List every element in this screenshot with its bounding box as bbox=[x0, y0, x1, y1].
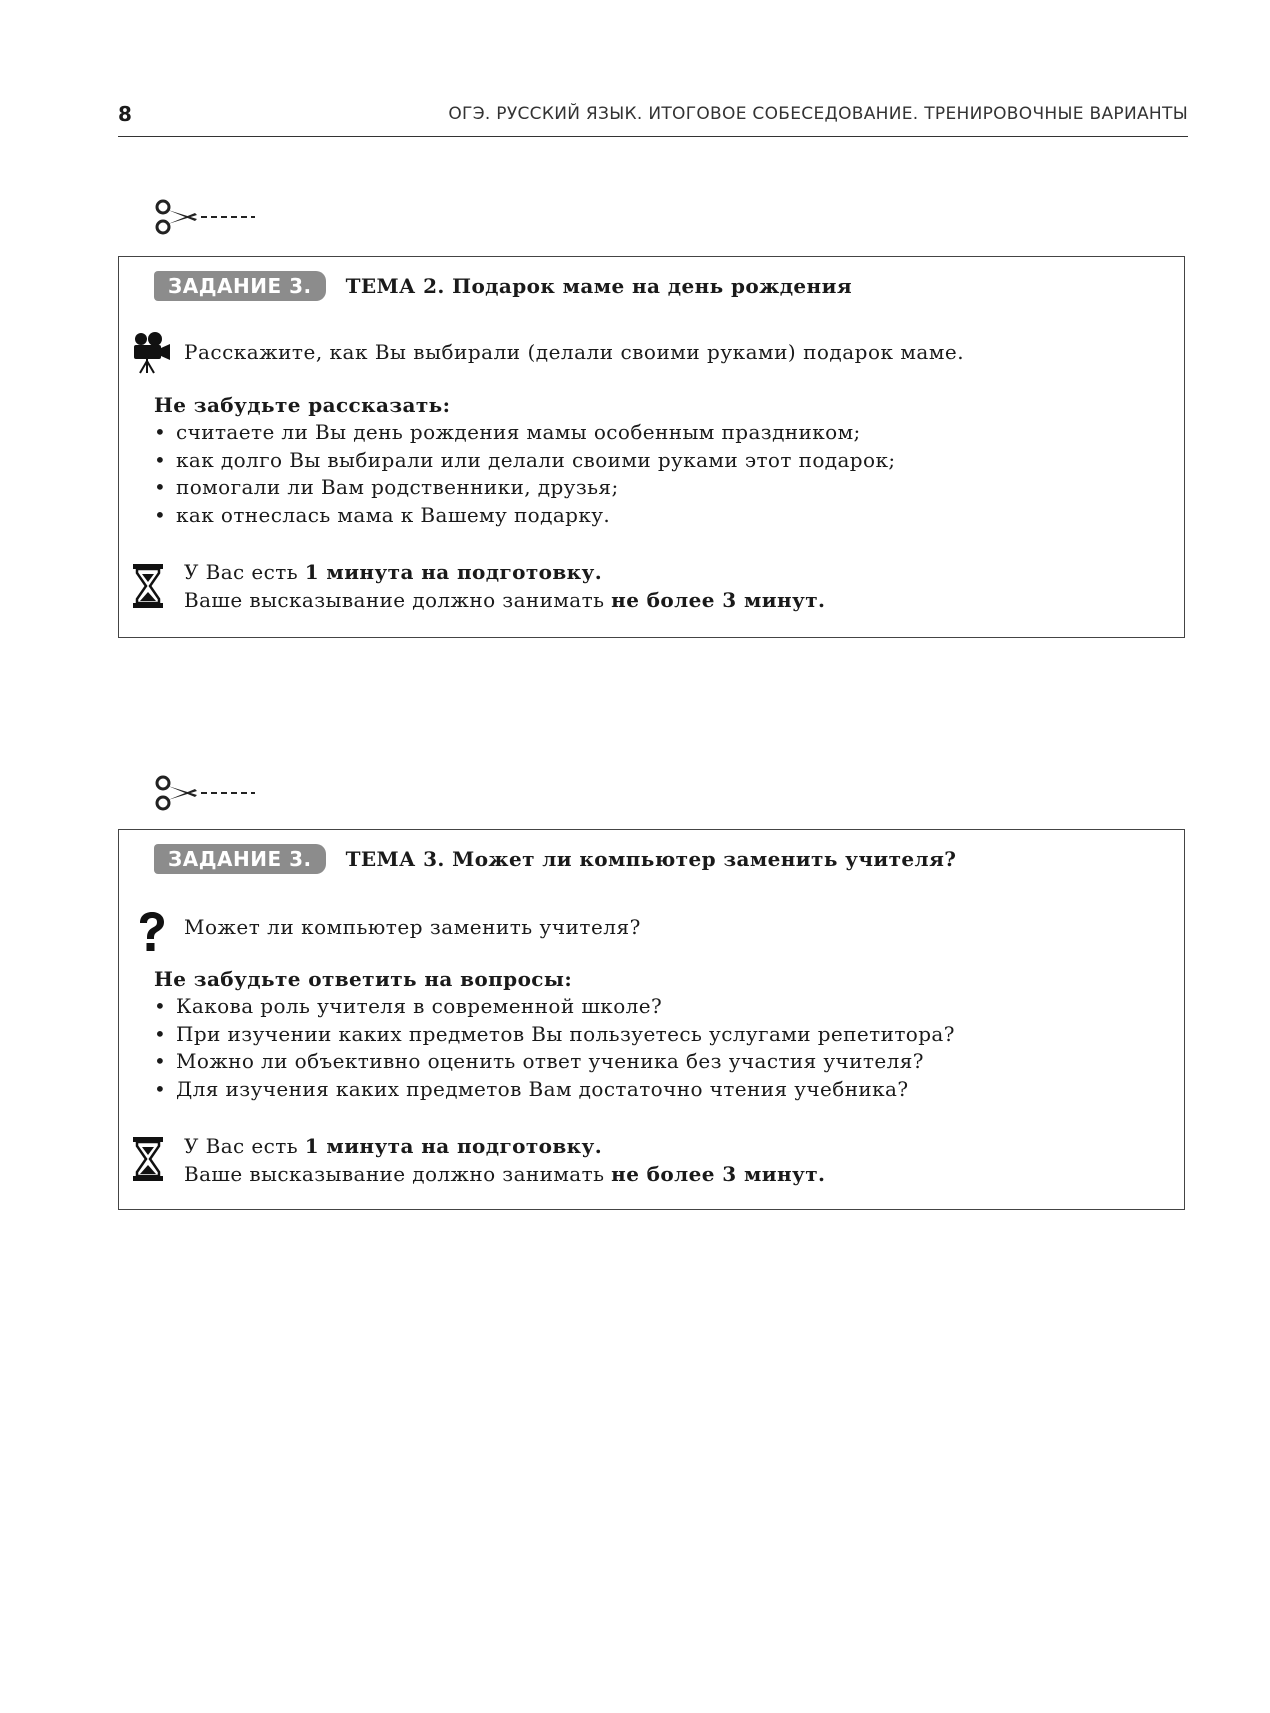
answer-limit-line: Ваше высказывание должно занимать не более 3 минут. bbox=[184, 588, 826, 612]
reminder-list bbox=[154, 993, 955, 1103]
list-item: • как отнеслась мама к Вашему подарку. bbox=[154, 502, 896, 530]
list-item: • как долго Вы выбирали или делали своими руками этот подарок; bbox=[154, 447, 896, 475]
task-card bbox=[118, 829, 1185, 1210]
list-item: • Какова роль учителя в современной школе? bbox=[154, 993, 955, 1021]
list-item: • При изучении каких предметов Вы пользуетесь услугами репетитора? bbox=[154, 1021, 955, 1049]
task-theme: ТЕМА 3. Может ли компьютер заменить учителя? bbox=[345, 847, 957, 871]
list-item: • Для изучения каких предметов Вам достаточно чтения учебника? bbox=[154, 1076, 955, 1104]
timer-info bbox=[184, 1132, 825, 1188]
task-header bbox=[154, 271, 852, 301]
hourglass-icon bbox=[131, 563, 165, 609]
page-header bbox=[118, 96, 1188, 137]
task-card bbox=[118, 256, 1185, 638]
reminder-list bbox=[154, 419, 896, 529]
prep-time-line: У Вас есть 1 минута на подготовку. bbox=[184, 560, 603, 584]
task-prompt: Расскажите, как Вы выбирали (делали своими руками) подарок маме. bbox=[184, 340, 965, 364]
reminder-title: Не забудьте ответить на вопросы: bbox=[154, 967, 573, 991]
prep-time-line: У Вас есть 1 минута на подготовку. bbox=[184, 1134, 603, 1158]
answer-limit-line: Ваше высказывание должно занимать не более 3 минут. bbox=[184, 1162, 826, 1186]
movie-camera-icon bbox=[131, 331, 171, 375]
page-number: 8 bbox=[118, 102, 132, 126]
list-item: • считаете ли Вы день рождения мамы особенным праздником; bbox=[154, 419, 896, 447]
running-title: ОГЭ. РУССКИЙ ЯЗЫК. ИТОГОВОЕ СОБЕСЕДОВАНИЕ. ТРЕНИРОВОЧНЫЕ ВАРИАНТЫ bbox=[448, 104, 1188, 124]
question-mark-icon bbox=[131, 910, 171, 954]
reminder-title: Не забудьте рассказать: bbox=[154, 393, 451, 417]
list-item: • помогали ли Вам родственники, друзья; bbox=[154, 474, 896, 502]
timer-info bbox=[184, 558, 825, 614]
task-prompt: Может ли компьютер заменить учителя? bbox=[184, 915, 641, 939]
task-theme: ТЕМА 2. Подарок маме на день рождения bbox=[345, 274, 853, 298]
list-item: • Можно ли объективно оценить ответ ученика без участия учителя? bbox=[154, 1048, 955, 1076]
hourglass-icon bbox=[131, 1136, 165, 1182]
scissors-cut-line-icon bbox=[155, 773, 255, 813]
task-header bbox=[154, 844, 956, 874]
task-badge: ЗАДАНИЕ 3. bbox=[154, 271, 326, 301]
scissors-cut-line-icon bbox=[155, 197, 255, 237]
task-badge: ЗАДАНИЕ 3. bbox=[154, 844, 326, 874]
